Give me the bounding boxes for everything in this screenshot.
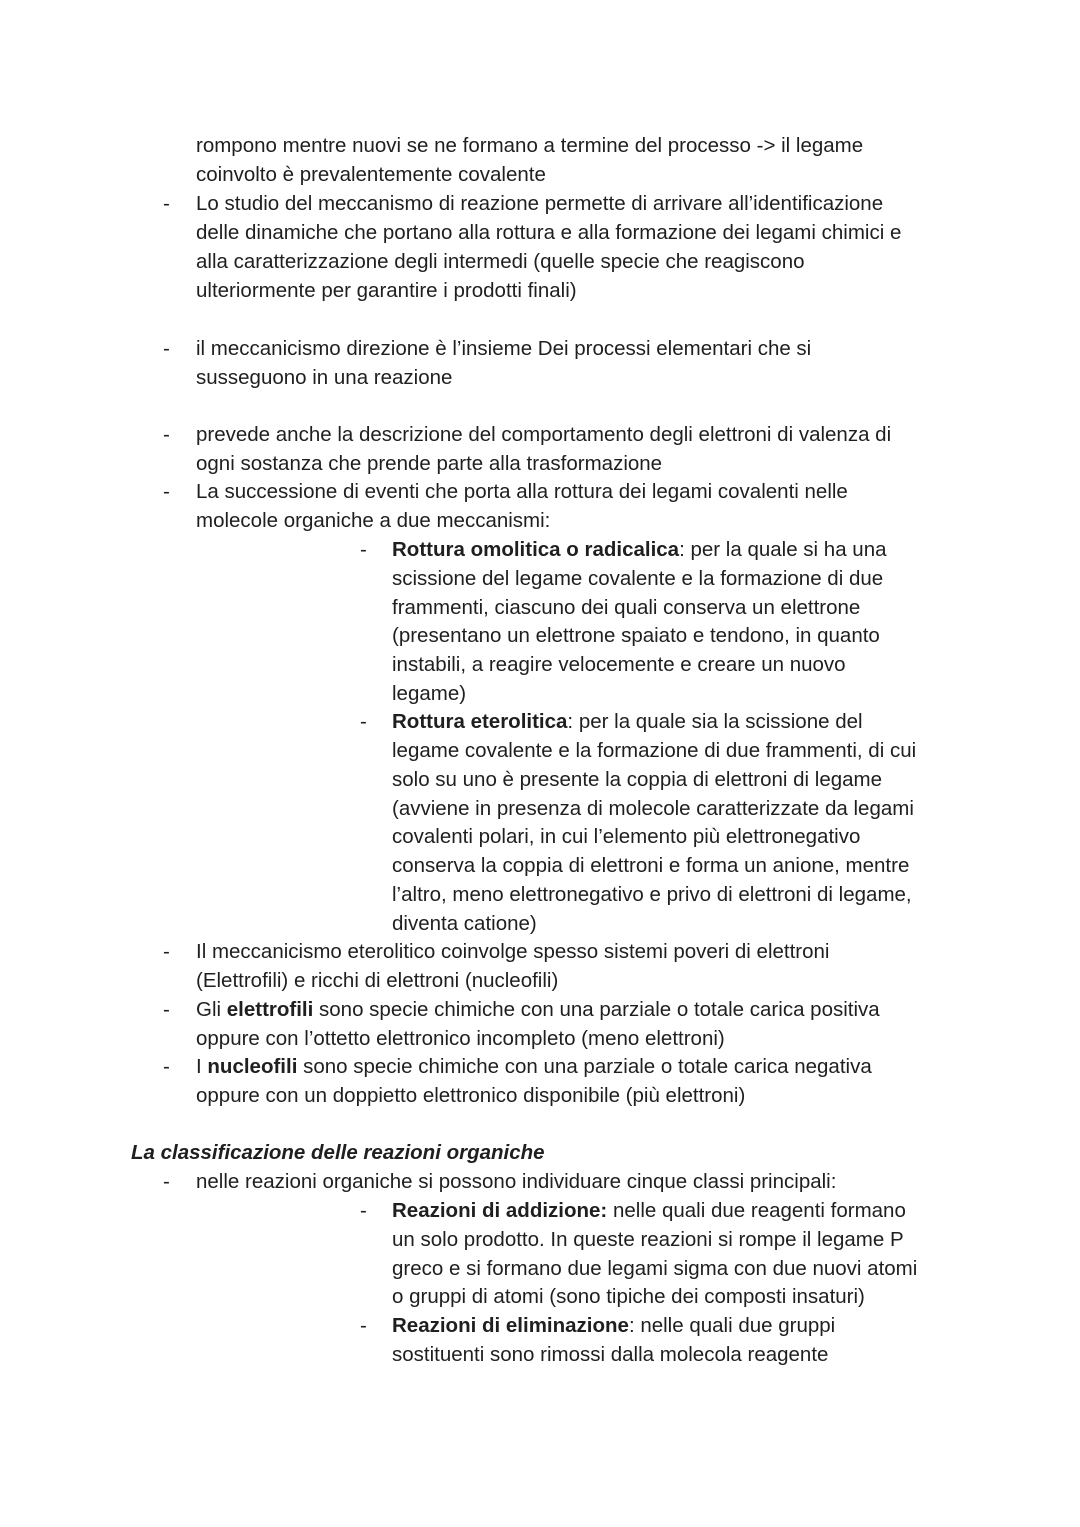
- bullet-dash: -: [360, 1199, 367, 1222]
- text-line: [196, 995, 880, 1024]
- text-line: legame covalente e la formazione di due frammenti, di cui: [392, 739, 917, 762]
- text-line: delle dinamiche che portano alla rottura e alla formazione dei legami chimici e: [196, 221, 902, 244]
- text-line: solo su uno è presente la coppia di elettroni di legame: [392, 768, 883, 791]
- text-line: sostituenti sono rimossi dalla molecola reagente: [392, 1343, 829, 1366]
- bold-term: nucleofili: [207, 1055, 298, 1078]
- text-line: conserva la coppia di elettroni e forma un anione, mentre: [392, 854, 910, 877]
- text-line: Lo studio del meccanismo di reazione permette di arrivare all’identificazione: [196, 192, 884, 215]
- text-line: scissione del legame covalente e la formazione di due: [392, 567, 884, 590]
- text-line: [392, 707, 863, 736]
- text-span: sono specie chimiche con una parziale o totale carica negativa: [297, 1055, 872, 1078]
- text-line: nelle reazioni organiche si possono individuare cinque classi principali:: [196, 1170, 837, 1193]
- text-line: covalenti polari, in cui l’elemento più elettronegativo: [392, 825, 861, 848]
- bullet-dash: -: [163, 940, 170, 963]
- text-line: oppure con un doppietto elettronico disponibile (più elettroni): [196, 1084, 746, 1107]
- text-line: (avviene in presenza di molecole caratterizzate da legami: [392, 797, 914, 820]
- text-line: l’altro, meno elettronegativo e privo di elettroni di legame,: [392, 883, 912, 906]
- text-span: Gli: [196, 998, 227, 1021]
- text-line: coinvolto è prevalentemente covalente: [196, 163, 546, 186]
- text-line: ogni sostanza che prende parte alla trasformazione: [196, 452, 663, 475]
- text-line: prevede anche la descrizione del comportamento degli elettroni di valenza di: [196, 423, 892, 446]
- text-line: ulteriormente per garantire i prodotti finali): [196, 279, 577, 302]
- text-line: (presentano un elettrone spaiato e tendono, in quanto: [392, 624, 880, 647]
- text-line: greco e si formano due legami sigma con due nuovi atomi: [392, 1257, 918, 1280]
- text-line: legame): [392, 682, 467, 705]
- text-line: alla caratterizzazione degli intermedi (quelle specie che reagiscono: [196, 250, 805, 273]
- text-span: : per la quale si ha una: [679, 538, 887, 561]
- text-line: rompono mentre nuovi se ne formano a termine del processo -> il legame: [196, 134, 864, 157]
- bullet-dash: -: [163, 423, 170, 446]
- text-line: diventa catione): [392, 912, 537, 935]
- text-line: Il meccanicismo eterolitico coinvolge spesso sistemi poveri di elettroni: [196, 940, 830, 963]
- text-line: il meccanicismo direzione è l’insieme Dei processi elementari che si: [196, 337, 812, 360]
- bullet-dash: -: [163, 192, 170, 215]
- text-line: [392, 535, 887, 564]
- bullet-dash: -: [163, 1170, 170, 1193]
- text-line: [196, 1052, 872, 1081]
- bullet-dash: -: [163, 1055, 170, 1078]
- bold-term: Reazioni di addizione:: [392, 1199, 608, 1222]
- text-span: I: [196, 1055, 208, 1078]
- bold-term: Reazioni di eliminazione: [392, 1314, 629, 1337]
- text-line: [392, 1311, 835, 1340]
- text-line: susseguono in una reazione: [196, 366, 453, 389]
- section-heading: La classificazione delle reazioni organiche: [131, 1141, 545, 1164]
- text-line: un solo prodotto. In queste reazioni si rompe il legame P: [392, 1228, 904, 1251]
- bullet-dash: -: [360, 710, 367, 733]
- bullet-dash: -: [163, 337, 170, 360]
- text-span: : nelle quali due gruppi: [628, 1314, 836, 1337]
- text-line: [392, 1196, 906, 1225]
- text-span: nelle quali due reagenti formano: [607, 1199, 906, 1222]
- bullet-dash: -: [163, 480, 170, 503]
- text-line: La successione di eventi che porta alla rottura dei legami covalenti nelle: [196, 480, 848, 503]
- bold-term: elettrofili: [226, 998, 314, 1021]
- text-line: (Elettrofili) e ricchi di elettroni (nucleofili): [196, 969, 559, 992]
- text-line: frammenti, ciascuno dei quali conserva un elettrone: [392, 596, 861, 619]
- text-line: molecole organiche a due meccanismi:: [196, 509, 551, 532]
- text-span: : per la quale sia la scissione del: [567, 710, 863, 733]
- text-line: oppure con l’ottetto elettronico incompleto (meno elettroni): [196, 1027, 725, 1050]
- text-line: instabili, a reagire velocemente e creare un nuovo: [392, 653, 846, 676]
- bullet-dash: -: [163, 998, 170, 1021]
- bullet-dash: -: [360, 1314, 367, 1337]
- text-span: sono specie chimiche con una parziale o totale carica positiva: [313, 998, 880, 1021]
- bullet-dash: -: [360, 538, 367, 561]
- bold-term: Rottura omolitica o radicalica: [392, 538, 680, 561]
- bold-term: Rottura eterolitica: [392, 710, 568, 733]
- text-line: o gruppi di atomi (sono tipiche dei composti insaturi): [392, 1285, 865, 1308]
